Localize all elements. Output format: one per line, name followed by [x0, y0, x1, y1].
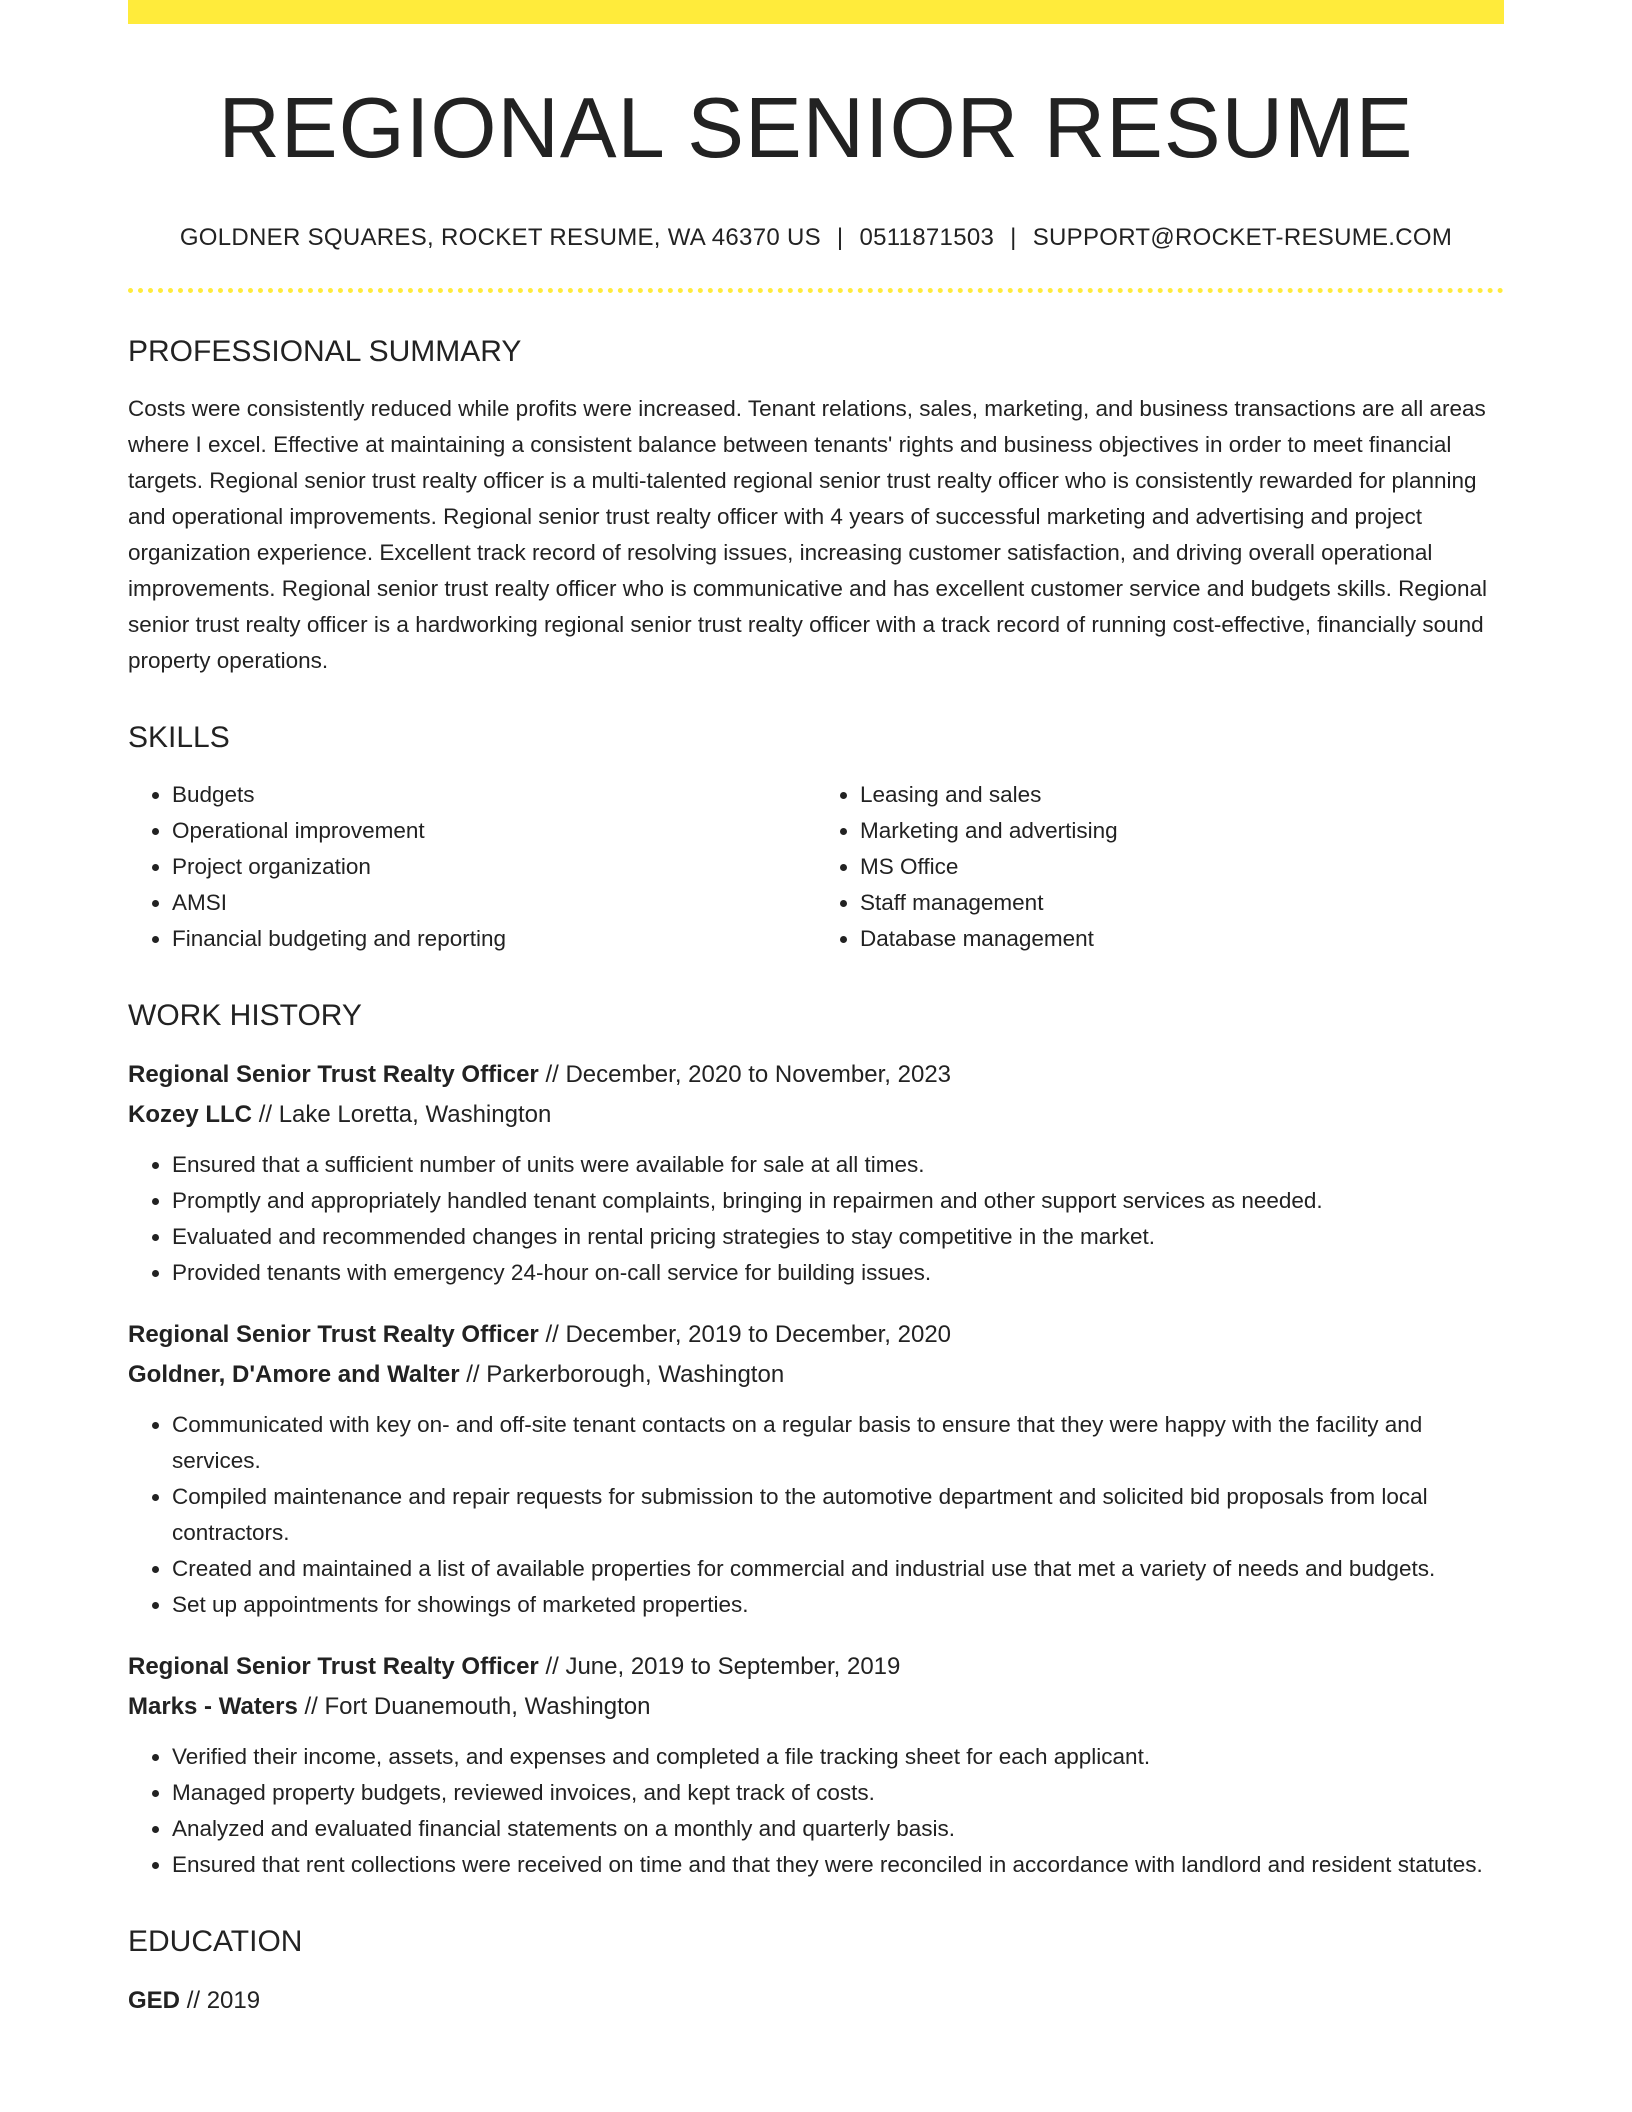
- job-location: // Fort Duanemouth, Washington: [304, 1692, 651, 1720]
- top-accent-bar: [128, 0, 1504, 24]
- section-heading-work: WORK HISTORY: [128, 998, 362, 1032]
- dotted-divider: [128, 288, 1504, 293]
- job-location: // Parkerborough, Washington: [466, 1360, 785, 1388]
- job-entry: [128, 1647, 1504, 1883]
- education-line: [128, 1981, 1504, 2021]
- skills-section: [128, 720, 1504, 957]
- job-company: Kozey LLC: [128, 1100, 253, 1128]
- resume-name: REGIONAL SENIOR RESUME: [218, 81, 1414, 176]
- skill-item: • Financial budgeting and reporting: [172, 921, 816, 957]
- job-bullet: • Verified their income, assets, and expenses and completed a file tracking sheet for each applicant.: [172, 1739, 1504, 1775]
- summary-section: [128, 334, 1504, 679]
- job-bullet: • Evaluated and recommended changes in rental pricing strategies to stay competitive in the market.: [172, 1219, 1504, 1255]
- skill-item: • Project organization: [172, 849, 816, 885]
- job-bullet: • Compiled maintenance and repair requests for submission to the automotive department and solicited bid proposals from local contractors.: [172, 1479, 1504, 1551]
- job-bullet: • Analyzed and evaluated financial statements on a monthly and quarterly basis.: [172, 1811, 1504, 1847]
- job-company-line: [128, 1687, 1504, 1727]
- education-degree: GED: [128, 1986, 181, 2014]
- education-year: // 2019: [186, 1986, 261, 2014]
- job-dates: // June, 2019 to September, 2019: [545, 1652, 901, 1680]
- job-location: // Lake Loretta, Washington: [258, 1100, 552, 1128]
- skill-item: • Database management: [860, 921, 1504, 957]
- skill-item: • Operational improvement: [172, 813, 816, 849]
- work-history-section: [128, 998, 1504, 1883]
- contact-email: SUPPORT@ROCKET-RESUME.COM: [1032, 223, 1453, 251]
- job-bullet: • Created and maintained a list of available properties for commercial and industrial use that met a variety of needs and budgets.: [172, 1551, 1504, 1587]
- job-title: Regional Senior Trust Realty Officer: [128, 1060, 539, 1088]
- skills-list-left: [128, 777, 816, 957]
- job-dates: // December, 2019 to December, 2020: [545, 1320, 952, 1348]
- resume-page: [128, 0, 1504, 2021]
- section-heading-skills: SKILLS: [128, 720, 230, 754]
- section-heading-education: EDUCATION: [128, 1924, 303, 1958]
- summary-text: Costs were consistently reduced while profits were increased. Tenant relations, sales, marketing, and business transactions are all areas where I excel. Effective at maintaining a consistent balance between tenants' rights and business objectives in order to meet financial targets. Regional senior trust realty officer is a multi-talented regional senior trust realty officer who is consistently rewarded for planning and operational improvements. Regional senior trust realty officer with 4 years of successful marketing and advertising and project organization experience. Excellent track record of resolving issues, increasing customer satisfaction, and driving overall operational improvements. Regional senior trust realty officer who is communicative and has excellent customer service and budgets skills. Regional senior trust realty officer is a hardworking regional senior trust realty officer with a track record of running cost-effective, financially sound property operations.: [128, 395, 1487, 673]
- job-bullet: • Communicated with key on- and off-site tenant contacts on a regular basis to ensure that they were happy with the facility and services.: [172, 1407, 1504, 1479]
- job-company: Goldner, D'Amore and Walter: [128, 1360, 460, 1388]
- skill-item: • Leasing and sales: [860, 777, 1504, 813]
- contact-phone: 0511871503: [859, 223, 995, 251]
- education-section: [128, 1924, 1504, 2021]
- section-heading-summary: PROFESSIONAL SUMMARY: [128, 334, 522, 368]
- skill-item: • Marketing and advertising: [860, 813, 1504, 849]
- job-company: Marks - Waters: [128, 1692, 298, 1720]
- job-dates: // December, 2020 to November, 2023: [545, 1060, 952, 1088]
- job-bullets: [128, 1407, 1504, 1623]
- job-title-line: [128, 1647, 1504, 1687]
- skill-item: • Staff management: [860, 885, 1504, 921]
- contact-separator: |: [836, 223, 844, 251]
- contact-address: GOLDNER SQUARES, ROCKET RESUME, WA 46370 US: [179, 223, 821, 251]
- skill-item: • AMSI: [172, 885, 816, 921]
- job-title: Regional Senior Trust Realty Officer: [128, 1320, 539, 1348]
- job-bullet: • Managed property budgets, reviewed invoices, and kept track of costs.: [172, 1775, 1504, 1811]
- job-bullet: • Provided tenants with emergency 24-hour on-call service for building issues.: [172, 1255, 1504, 1291]
- skill-item: • MS Office: [860, 849, 1504, 885]
- job-company-line: [128, 1095, 1504, 1135]
- job-bullet: • Ensured that a sufficient number of units were available for sale at all times.: [172, 1147, 1504, 1183]
- job-entry: [128, 1315, 1504, 1623]
- job-title-line: [128, 1315, 1504, 1355]
- job-bullet: • Set up appointments for showings of marketed properties.: [172, 1587, 1504, 1623]
- contact-separator: |: [1010, 223, 1017, 251]
- skill-item: • Budgets: [172, 777, 816, 813]
- job-bullets: [128, 1739, 1504, 1883]
- contact-line: [128, 224, 1504, 252]
- job-title: Regional Senior Trust Realty Officer: [128, 1652, 539, 1680]
- skills-columns: [128, 777, 1504, 957]
- job-bullets: [128, 1147, 1504, 1291]
- job-bullet: • Ensured that rent collections were received on time and that they were reconciled in accordance with landlord and resident statutes.: [172, 1847, 1504, 1883]
- skills-list-right: [816, 777, 1504, 957]
- job-entry: [128, 1055, 1504, 1291]
- job-bullet: • Promptly and appropriately handled tenant complaints, bringing in repairmen and other support services as needed.: [172, 1183, 1504, 1219]
- job-company-line: [128, 1355, 1504, 1395]
- job-title-line: [128, 1055, 1504, 1095]
